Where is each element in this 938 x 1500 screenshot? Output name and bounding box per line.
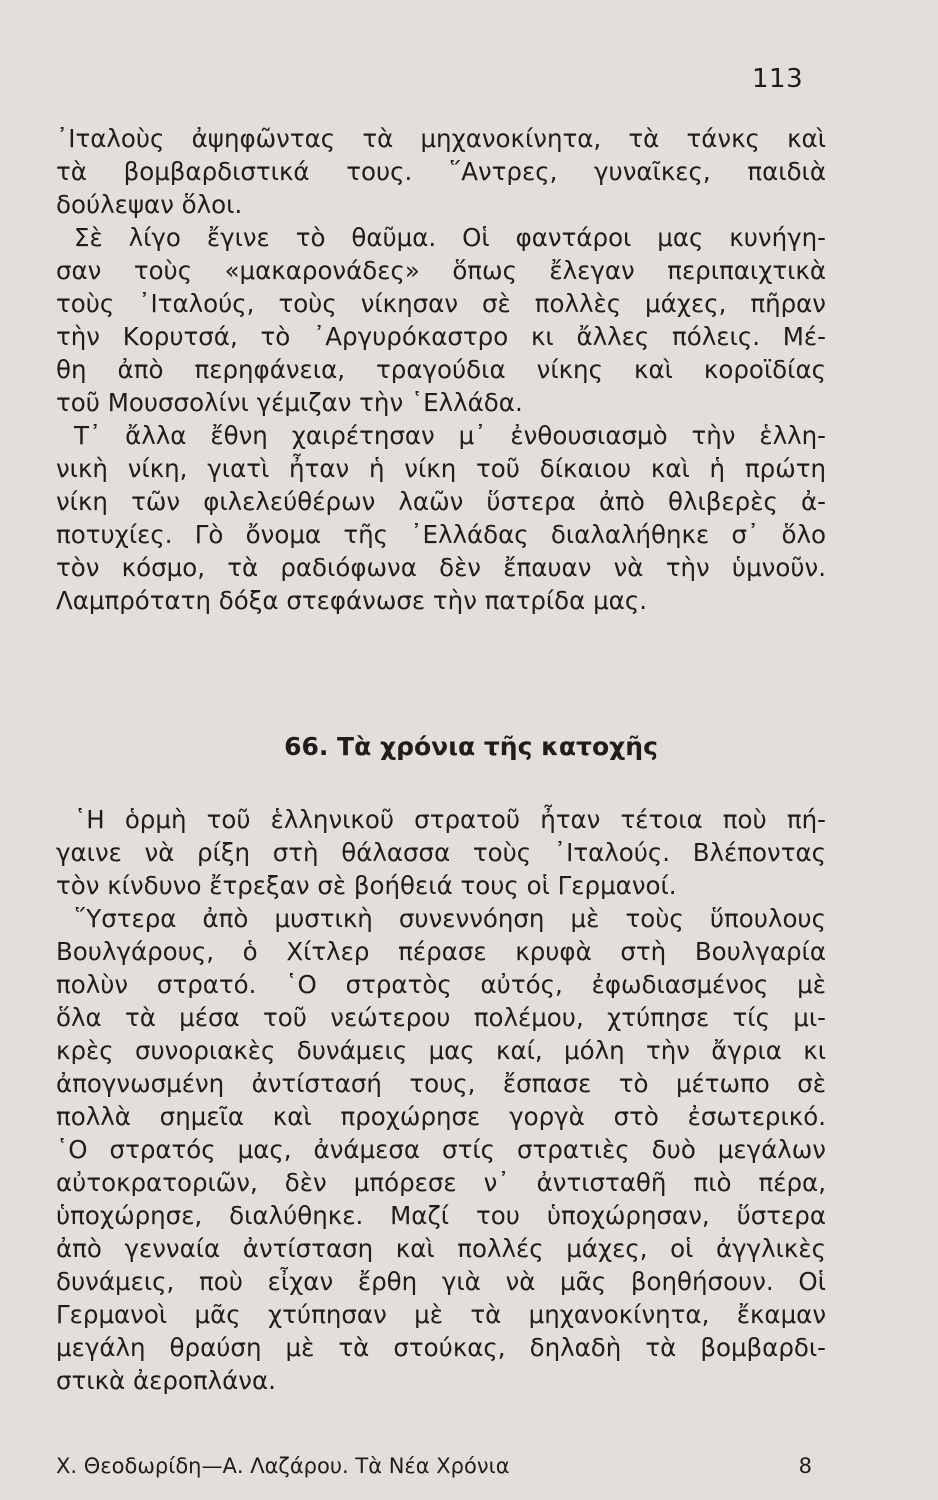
page-footer xyxy=(56,1452,826,1480)
text-line: ὅλα τὰ μέσα τοῦ νεώτερου πολέμου, χτύπησε τίς μι- xyxy=(56,1003,826,1032)
paragraph-nations xyxy=(56,419,826,617)
text-line: αὐτοκρατοριῶν, δὲν μπόρεσε ν᾿ ἀντισταθῆ πιὸ πέρα, xyxy=(56,1168,826,1197)
paragraph-continued xyxy=(56,122,826,221)
text-line: δούλεψαν ὅλοι. xyxy=(56,190,243,219)
text-line: κρὲς συνοριακὲς δυνάμεις μας καί, μόλη τὴν ἄγρια κι xyxy=(56,1036,826,1065)
text-line: πολλὰ σημεῖα καὶ προχώρησε γοργὰ στὸ ἐσωτερικό. xyxy=(56,1102,826,1131)
text-line: τὰ βομβαρδιστικά τους. ῞Αντρες, γυναῖκες, παιδιὰ xyxy=(56,157,826,186)
text-line: τοῦ Μουσσολίνι γέμιζαν τὴν ῾Ελλάδα. xyxy=(56,388,523,417)
paragraph-invasion xyxy=(56,902,826,1397)
text-line: ῾Η ὁρμὴ τοῦ ἑλληνικοῦ στρατοῦ ἦταν τέτοια ποὺ πή- xyxy=(74,805,826,834)
section-occupation xyxy=(56,727,826,1397)
page-number: 113 xyxy=(752,64,804,94)
text-line: τὴν Κορυτσά, τὸ ᾿Αργυρόκαστρο κι ἄλλες πόλεις. Μέ- xyxy=(56,322,826,351)
text-line: ῾Ο στρατός μας, ἀνάμεσα στίς στρατιὲς δυὸ μεγάλων xyxy=(56,1135,826,1164)
text-line: Τ᾿ ἄλλα ἔθνη χαιρέτησαν μ᾿ ἐνθουσιασμὸ τὴν ἑλλη- xyxy=(74,421,826,450)
paragraph-miracle xyxy=(56,221,826,419)
text-line: μεγάλη θραύση μὲ τὰ στούκας, δηλαδὴ τὰ βομβαρδι- xyxy=(56,1333,826,1362)
text-line: ποτυχίες. Γὸ ὄνομα τῆς ᾿Ελλάδας διαλαλήθηκε σ᾿ ὅλο xyxy=(56,520,826,549)
section-title: 66. Τὰ χρόνια τῆς κατοχῆς xyxy=(284,732,658,761)
footer-author-title: Χ. Θεοδωρίδη—Α. Λαζάρου. Τὰ Νέα Χρόνια xyxy=(56,1454,510,1478)
text-line: νίκη τῶν φιλελεύθέρων λαῶν ὕστερα ἀπὸ θλιβερὲς ἀ- xyxy=(56,487,826,516)
text-line: ᾿Ιταλοὺς ἀψηφῶντας τὰ μηχανοκίνητα, τὰ τάνκς καὶ xyxy=(56,124,826,153)
text-line: τοὺς ᾿Ιταλούς, τοὺς νίκησαν σὲ πολλὲς μάχες, πῆραν xyxy=(56,289,826,318)
text-line: ῞Υστερα ἀπὸ μυστικὴ συνεννόηση μὲ τοὺς ὕπουλους xyxy=(74,904,826,933)
text-line: Βουλγάρους, ὁ Χίτλερ πέρασε κρυφὰ στὴ Βουλγαρία xyxy=(56,937,826,966)
text-line: γαινε νὰ ρίξη στὴ θάλασσα τοὺς ᾿Ιταλούς. Βλέποντας xyxy=(56,838,826,867)
text-line: νικὴ νίκη, γιατὶ ἦταν ἡ νίκη τοῦ δίκαιου καὶ ἡ πρώτη xyxy=(56,454,826,483)
text-line: ὑποχώρησε, διαλύθηκε. Μαζί του ὑποχώρησαν, ὕστερα xyxy=(56,1201,826,1230)
footer-signature-mark: 8 xyxy=(798,1454,812,1478)
upper-text-block xyxy=(56,122,826,617)
text-line: ἀπογνωσμένη ἀντίστασή τους, ἔσπασε τὸ μέτωπο σὲ xyxy=(56,1069,826,1098)
paragraph-onslaught xyxy=(56,803,826,902)
text-line: Λαμπρότατη δόξα στεφάνωσε τὴν πατρίδα μας. xyxy=(56,586,648,615)
text-line: τὸν κόσμο, τὰ ραδιόφωνα δὲν ἔπαυαν νὰ τὴν ὑμνοῦν. xyxy=(56,553,826,582)
text-line: Σὲ λίγο ἔγινε τὸ θαῦμα. Οἱ φαντάροι μας κυνήγη- xyxy=(74,223,826,252)
text-line: σαν τοὺς «μακαρονάδες» ὅπως ἔλεγαν περιπαιχτικὰ xyxy=(56,256,826,285)
text-line: Γερμανοὶ μᾶς χτύπησαν μὲ τὰ μηχανοκίνητα, ἔκαμαν xyxy=(56,1300,826,1329)
text-line: στικὰ ἀεροπλάνα. xyxy=(56,1366,276,1395)
text-line: θη ἀπὸ περηφάνεια, τραγούδια νίκης καὶ κοροϊδίας xyxy=(56,355,826,384)
text-line: τὸν κίνδυνο ἔτρεξαν σὲ βοήθειά τους οἱ Γερμανοί. xyxy=(56,871,677,900)
text-line: πολὺν στρατό. ῾Ο στρατὸς αὐτός, ἐφωδιασμένος μὲ xyxy=(56,970,826,999)
section-body xyxy=(56,803,826,1397)
text-line: δυνάμεις, ποὺ εἶχαν ἔρθη γιὰ νὰ μᾶς βοηθήσουν. Οἱ xyxy=(56,1267,826,1296)
text-line: ἀπὸ γενναία ἀντίσταση καὶ πολλές μάχες, οἱ ἀγγλικὲς xyxy=(56,1234,826,1263)
